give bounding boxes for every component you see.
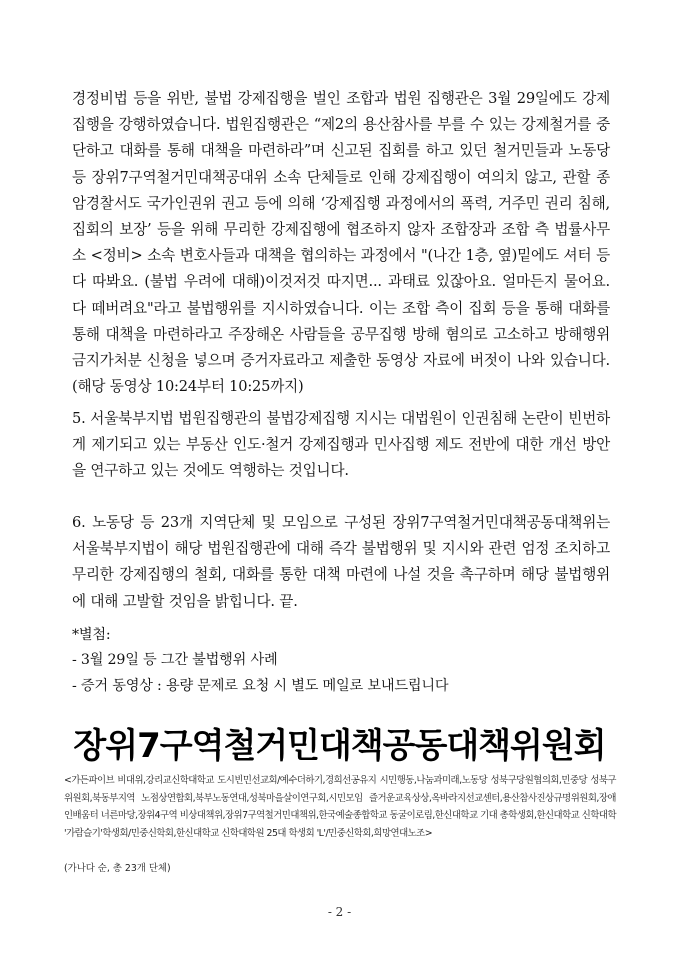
attachments-title: *별첨:: [72, 627, 111, 643]
member-organizations-list: <가든파이브 비대위,강리교신학대학교 도시빈민선교회/예수더하기,경희선공유지 시민행동,나눔과미래,노동당 성북구당원협의회,민중당 성북구위원회,북동부지역 노점상연합회,북부노동연대,성북마을살이연구회,시민모임 즐거운교육상상,옥바라지선교센터,용산참사진상규명위원회,장애인배움터 너른마당,장위4구역 비상대책위,장위7구역철거민대책위,한국예술종합학교 동굴이로림,한신대학교 기대 총학생회,한신대학교 신학대학 '가람슬기'학생회/민중신학회,한신대학교 신학대학원 25대 학생회 'L'/민중신학회,희망연대노조>: [64, 775, 616, 839]
page-number: - 2 -: [327, 905, 352, 919]
attachment-item-violations: - 3월 29일 등 그간 불법행위 사례: [72, 652, 278, 668]
body-paragraph-item-5: 5. 서울북부지법 법원집행관의 불법강제집행 지시는 대법원이 인권침해 논란이 빈번하게 제기되고 있는 부동산 인도·철거 강제집행과 민사집행 제도 전반에 대한 개선 방안을 연구하고 있는 것에도 역행하는 것입니다.: [72, 410, 610, 480]
organization-name: 장위7구역철거민대책공동대책위원회: [73, 726, 606, 766]
attachment-item-video: - 증거 동영상 : 용량 문제로 요청 시 별도 메일로 보내드립니다: [72, 678, 449, 694]
body-paragraph-item-6: 6. 노동당 등 23개 지역단체 및 모임으로 구성된 장위7구역철거민대책공동대책위는 서울북부지법이 해당 법원집행관에 대해 즉각 불법행위 및 지시와 관련 엄정 조치하고 무리한 강제집행의 철회, 대화를 통한 대책 마련에 나설 것을 촉구하며 해당 불법행위에 대해 고발할 것임을 밝힙니다. 끝.: [72, 514, 610, 610]
member-organizations-count: (가나다 순, 총 23개 단체): [64, 863, 171, 874]
body-paragraph-1: 경정비법 등을 위반, 불법 강제집행을 벌인 조합과 법원 집행관은 3월 29일에도 강제집행을 강행하였습니다. 법원집행관은 “제2의 용산참사를 부를 수 있는 강제철거를 중단하고 대화를 통해 대책을 마련하라”며 신고된 집회를 하고 있던 철거민들과 노동당 등 장위7구역철거민대책공대위 소속 단체들로 인해 강제집행이 여의치 않고, 관할 종암경찰서도 국가인권위 권고 등에 의해 ‘강제집행 과정에서의 폭력, 거주민 권리 침해, 집회의 보장’ 등을 위해 무리한 강제집행에 협조하지 않자 조합장과 조합 측 법률사무소 <정비> 소속 변호사들과 대책을 협의하는 과정에서 "(나간 1층, 옆)밑에도 셔터 등 다 따봐요. (불법 우려에 대해)이것저것 따지면... 과태료 있잖아요. 얼마든지 물어요. 다 떼버려요"라고 불법행위를 지시하였습니다. 이는 조합 측이 집회 등을 통해 대화를 통해 대책을 마련하라고 주장해온 사람들을 공무집행 방해 혐의로 고소하고 방해행위금지가처분 신청을 넣으며 증거자료라고 제출한 동영상 자료에 버젓이 나와 있습니다. (해당 동영상 10:24부터 10:25까지): [72, 90, 610, 396]
